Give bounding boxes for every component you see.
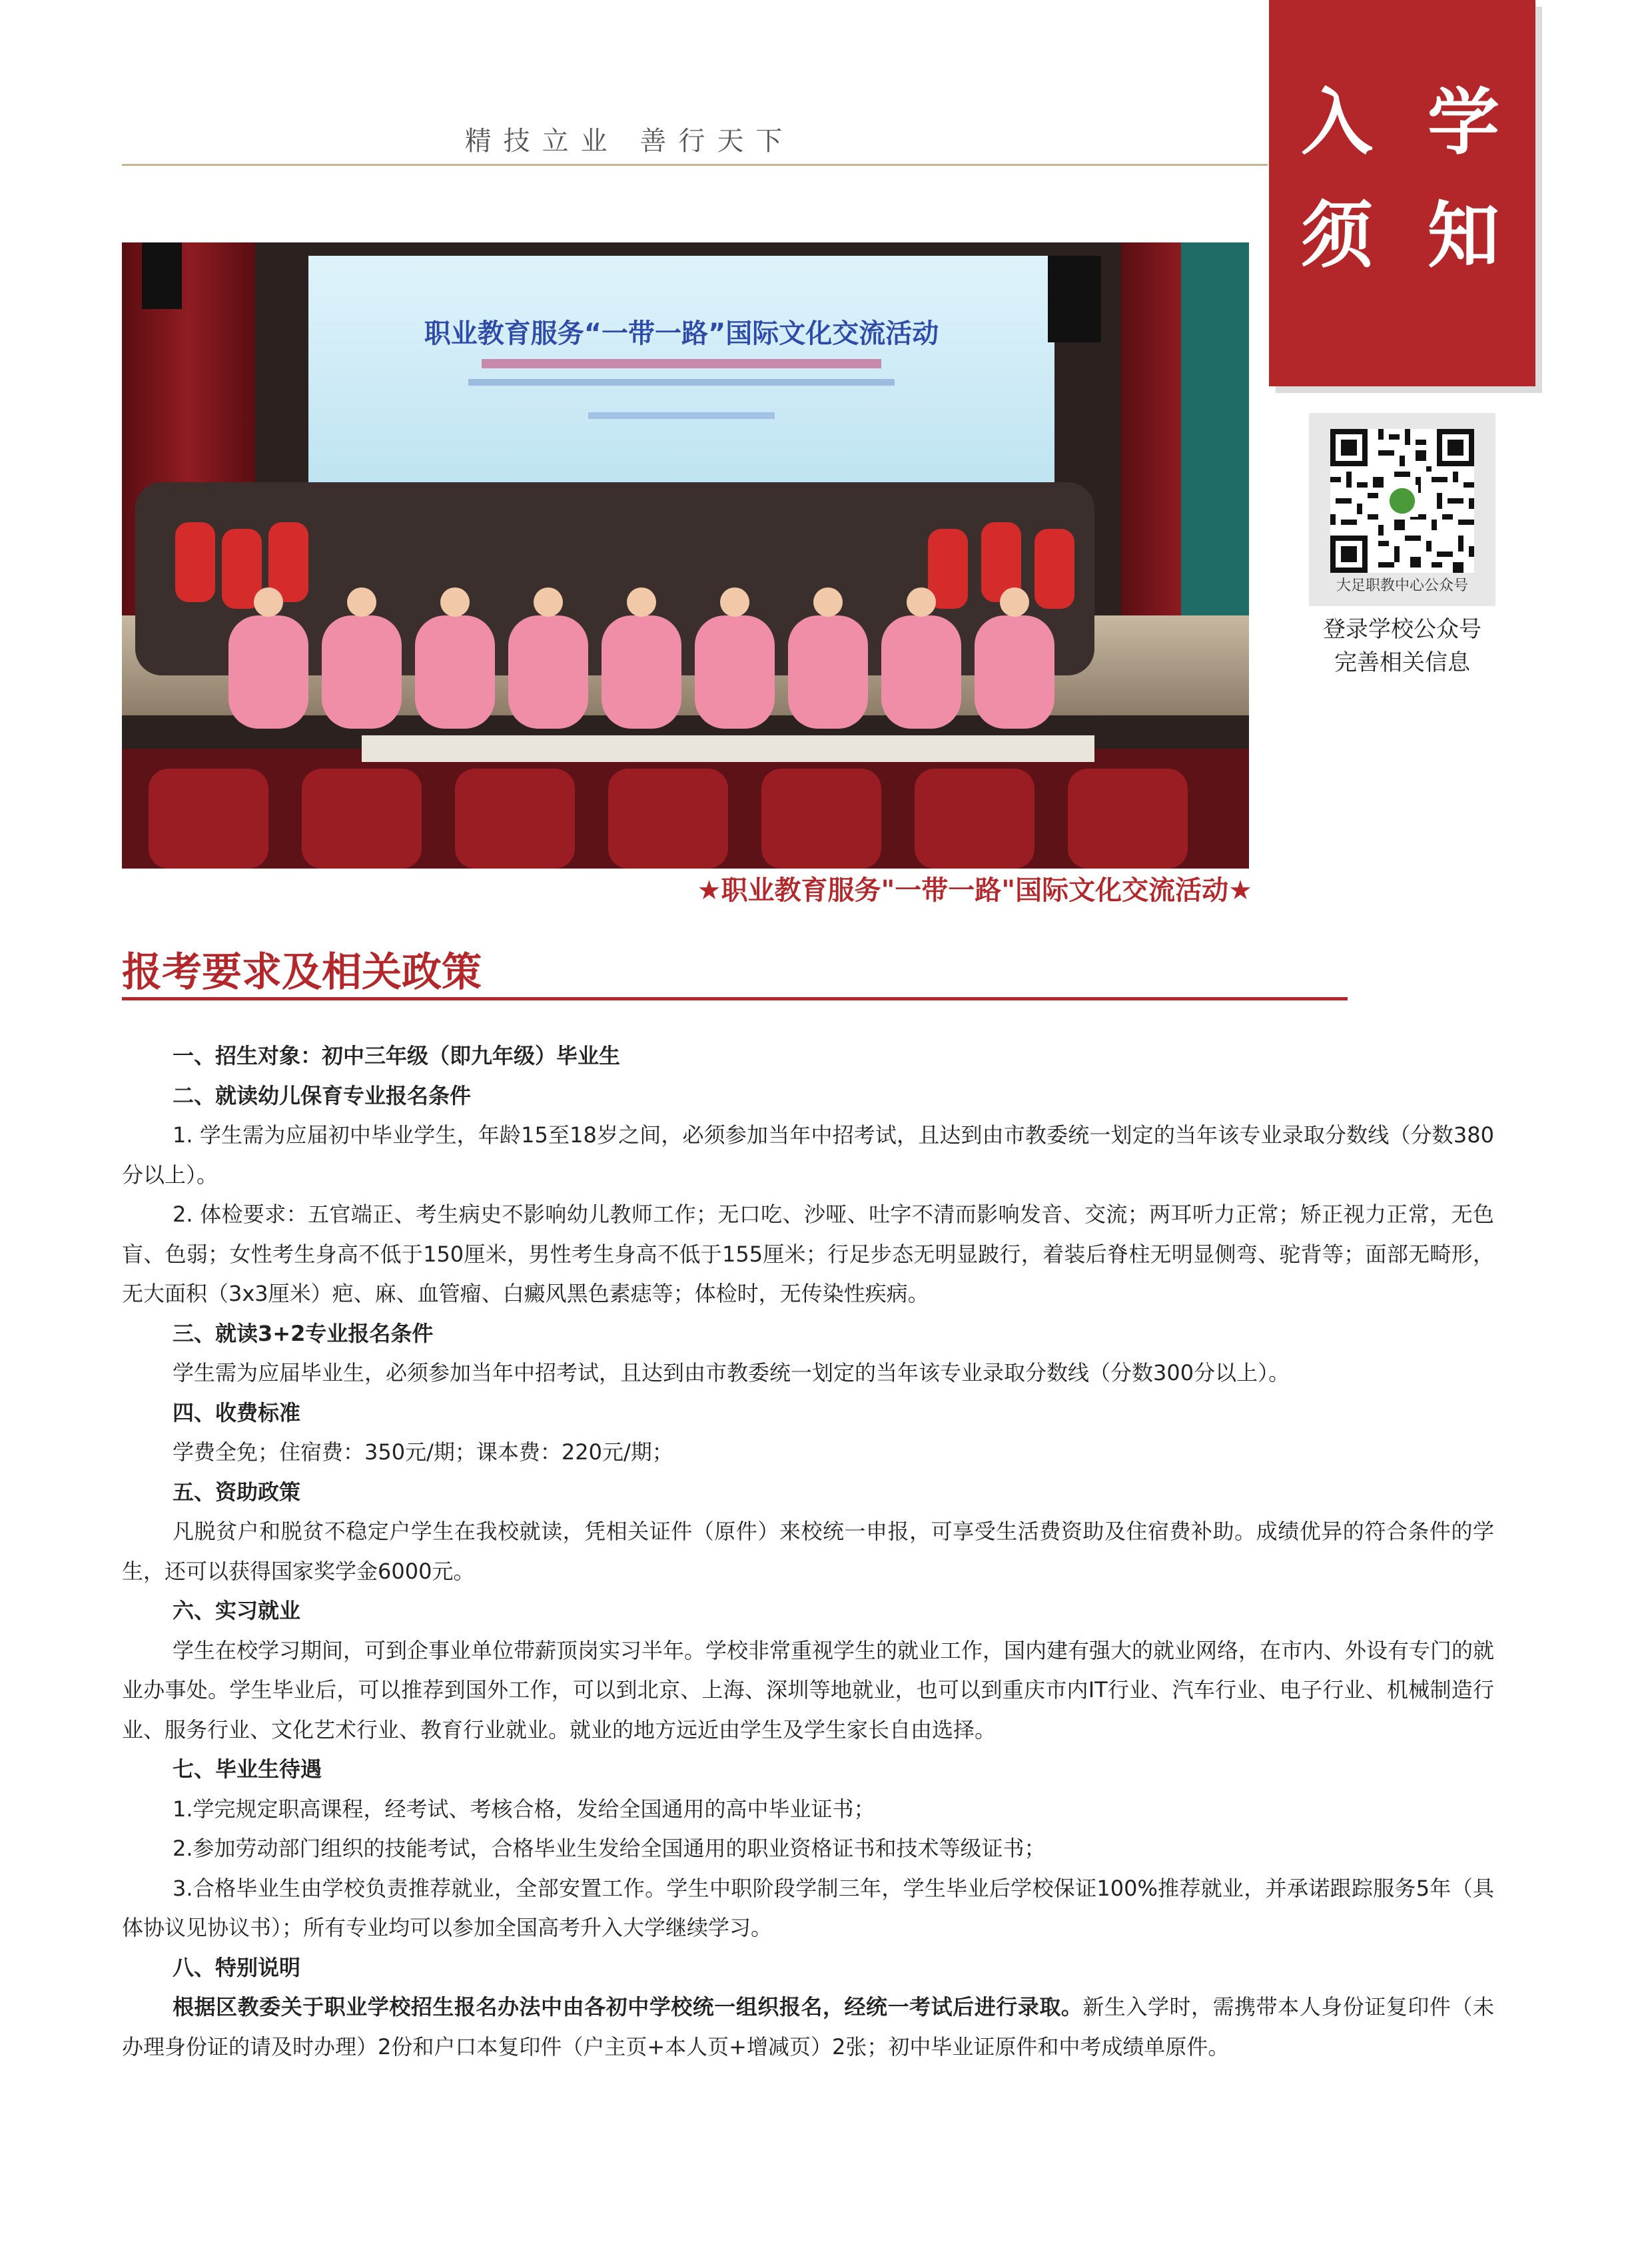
paragraph-benefit-2: 2.参加劳动部门组织的技能考试，合格毕业生发给全国通用的职业资格证书和技术等级证书； — [173, 1836, 1046, 1861]
school-motto: 精技立业 善行天下 — [464, 126, 795, 157]
heading-3plus2-requirements: 三、就读3+2专业报名条件 — [173, 1320, 434, 1346]
special-notes-rest: 新生入学时，需携带本人身份证复印件（未办理身份证的请及时办理）2份和户口本复印件（户主页+本人页+增减页）2张；初中毕业证原件和中考成绩单原件。 — [122, 1994, 1494, 2059]
heading-admission-target: 一、招生对象：初中三年级（即九年级）毕业生 — [173, 1043, 621, 1068]
section-divider — [122, 997, 1348, 1000]
heading-financial-aid: 五、资助政策 — [173, 1479, 301, 1505]
paragraph-benefit-3: 3.合格毕业生由学校负责推荐就业，全部安置工作。学生中职阶段学制三年，学生毕业后学校保证100%推荐就业，并承诺跟踪服务5年（具体协议见协议书）；所有专业均可以参加全国高考升入大学继续学习。 — [122, 1875, 1494, 1940]
heading-fees: 四、收费标准 — [173, 1399, 301, 1425]
paragraph-fees: 学费全免；住宿费：350元/期；课本费：220元/期； — [173, 1439, 673, 1465]
special-notes-bold: 根据区教委关于职业学校招生报名办法中由各初中学校统一组织报名，经统一考试后进行录取。 — [173, 1994, 1083, 2020]
qr-note-line-1: 登录学校公众号 — [1323, 616, 1481, 643]
screen-banner-title: 职业教育服务“一带一路”国际文化交流活动 — [424, 318, 939, 349]
enrollment-notice-ribbon — [1269, 0, 1535, 386]
paragraph-childcare-2: 2. 体检要求：五官端正、考生病史不影响幼儿教师工作；无口吃、沙哑、吐字不清而影响发音、交流；两耳听力正常；矫正视力正常，无色盲、色弱；女性考生身高不低于150厘米，男性考生身高不低于155厘米；行足步态无明显跛行，着装后脊柱无明显侧弯、驼背等；面部无畸形，无大面积（3x3厘米）疤、麻、血管瘤、白癜风黑色素痣等；体检时，无传染性疾病。 — [122, 1202, 1494, 1306]
qr-note-line-2: 完善相关信息 — [1334, 649, 1470, 676]
event-group-photo — [122, 242, 1249, 869]
paragraph-childcare-1: 1. 学生需为应届初中毕业学生，年龄15至18岁之间，必须参加当年中招考试，且达到由市教委统一划定的当年该专业录取分数线（分数380分以上）。 — [122, 1122, 1494, 1188]
heading-graduate-benefits: 七、毕业生待遇 — [173, 1756, 322, 1782]
qr-code-panel — [1309, 413, 1495, 606]
qr-caption: 大足职教中心公众号 — [1336, 577, 1468, 594]
qr-instruction — [1269, 613, 1535, 679]
paragraph-3plus2: 学生需为应届毕业生，必须参加当年中招考试，且达到由市教委统一划定的当年该专业录取分数线（分数300分以上）。 — [173, 1360, 1290, 1385]
policy-content — [122, 1036, 1494, 2067]
heading-special-notes: 八、特别说明 — [173, 1954, 301, 1980]
ribbon-char-4: 知 — [1428, 194, 1500, 278]
ribbon-char-3: 须 — [1301, 194, 1374, 278]
qr-code-icon[interactable] — [1330, 429, 1474, 573]
heading-internship: 六、实习就业 — [173, 1598, 301, 1623]
ribbon-char-1: 入 — [1301, 81, 1374, 165]
paragraph-benefit-1: 1.学完规定职高课程，经考试、考核合格，发给全国通用的高中毕业证书； — [173, 1796, 875, 1822]
paragraph-internship: 学生在校学习期间，可到企事业单位带薪顶岗实习半年。学校非常重视学生的就业工作，国内建有强大的就业网络，在市内、外设有专门的就业办事处。学生毕业后，可以推荐到国外工作，可以到北京、上海、深圳等地就业，也可以到重庆市内IT行业、汽车行业、电子行业、机械制造行业、服务行业、文化艺术行业、教育行业就业。就业的地方远近由学生及学生家长自由选择。 — [122, 1637, 1495, 1742]
ribbon-char-2: 学 — [1428, 81, 1500, 165]
photo-caption: ★职业教育服务"一带一路"国际文化交流活动★ — [697, 875, 1252, 906]
section-title: 报考要求及相关政策 — [122, 949, 482, 996]
paragraph-special-notes — [122, 1988, 1494, 2067]
paragraph-financial-aid: 凡脱贫户和脱贫不稳定户学生在我校就读，凭相关证件（原件）来校统一申报，可享受生活费资助及住宿费补助。成绩优异的符合条件的学生，还可以获得国家奖学金6000元。 — [122, 1519, 1494, 1584]
heading-childcare-requirements: 二、就读幼儿保育专业报名条件 — [173, 1082, 472, 1108]
header-divider — [122, 164, 1268, 166]
